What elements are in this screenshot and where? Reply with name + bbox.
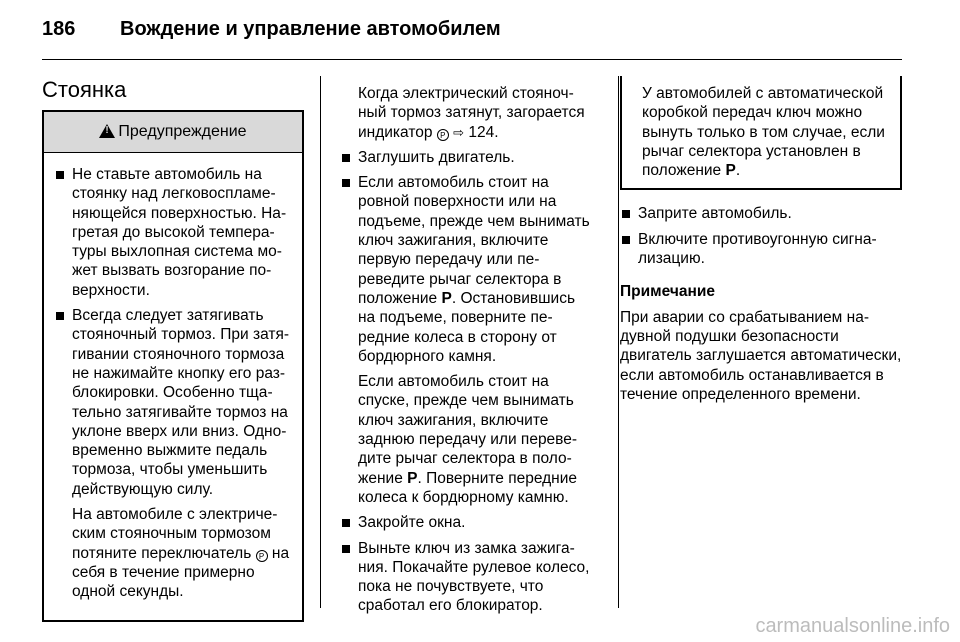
list-item (620, 230, 902, 269)
warning-box (42, 110, 304, 622)
bullet-square-icon (54, 306, 72, 499)
paragraph-text: Когда электрический стояночный тормоз затянут, загорается индикатор (358, 85, 585, 141)
list-item (54, 306, 292, 499)
column-divider-1 (320, 76, 321, 608)
column-1 (42, 76, 304, 622)
paragraph: Если автомобиль стоит на спуске, прежде чем вынимать ключ зажигания, включите заднюю передачу или переведите рычаг селектора в положение P. Поверните передние колеса к бордюрному камню. (358, 373, 578, 506)
watermark: carmanualsonline.info (755, 615, 950, 637)
page-number: 186 (42, 18, 76, 40)
bullet-square-icon (340, 539, 358, 616)
note-title: Примечание (620, 283, 715, 301)
bullet-square-icon (340, 173, 358, 366)
paragraph (358, 84, 592, 142)
bullet-text: Выньте ключ из замка зажигания. Покачайте рулевое колесо, пока не почувствуете, что сработал его блокиратор. (358, 539, 590, 615)
info-box-body: У автомобилей с автоматической коробкой передач ключ можно вынуть только в том случае, если рычаг селектора установлен в положение P. (642, 85, 885, 180)
reference-arrow-icon: ⇨ (453, 124, 465, 140)
bullet-text: Не ставьте автомобиль на стоянку над легковоспламеняющейся поверхностью. Нагретая до высокой температуры выхлопная система может вызвать возгорание поверхности. (72, 166, 287, 299)
warning-heading (44, 112, 302, 153)
page-reference[interactable]: 124. (468, 123, 499, 141)
bullet-square-icon (340, 513, 358, 532)
bullet-text: Если автомобиль стоит на ровной поверхности или на подъеме, прежде чем вынимать ключ зажигания, включите первую передачу или переведите рычаг селектора в положение P. Остановившись на подъеме, поверните передние колеса в сторону от бордюрного камня. (358, 174, 590, 365)
bullet-square-icon (340, 148, 358, 167)
warning-body (44, 153, 302, 620)
page-header (42, 16, 902, 60)
bullet-square-icon (620, 230, 638, 269)
list-item (340, 513, 592, 532)
parking-brake-icon: P (256, 550, 268, 562)
bullet-square-icon (54, 165, 72, 300)
bullet-text: Всегда следует затягивать стояночный тормоз. При затягивании стояночного тормоза не нажимайте кнопку его разблокировки. Особенно тщательно затягивайте тормоз на уклоне вверх или вниз. Одновременно выжмите педаль тормоза, чтобы уменьшить действующую силу. (72, 307, 290, 498)
page-title: Вождение и управление автомобилем (120, 18, 501, 40)
note-text: При аварии со срабатыванием надувной подушки безопасности двигатель заглушается автоматически, если автомобиль останавливается в течение определенного времени. (620, 308, 902, 403)
list-item (340, 173, 592, 366)
list-item (54, 165, 292, 300)
column-divider-2 (618, 76, 619, 608)
warning-triangle-icon (99, 124, 115, 138)
warning-heading-text: Предупреждение (118, 123, 247, 141)
paragraph-text: На автомобиле с электрическим стояночным тормозом потяните переключатель (72, 506, 278, 562)
list-item (340, 539, 592, 616)
bullet-text: Заглушить двигатель. (358, 148, 515, 166)
bullet-text: Включите противоугонную сигнализацию. (638, 230, 877, 268)
bullet-square-icon (620, 204, 638, 223)
paragraph-text: на себя в течение примерно одной секунды. (72, 544, 290, 601)
paragraph (72, 505, 292, 601)
list-item (620, 204, 902, 223)
bullet-text: Заприте автомобиль. (638, 205, 792, 223)
header-rule (42, 59, 902, 60)
bullet-text: Закройте окна. (358, 514, 466, 532)
column-3 (620, 76, 902, 410)
list-item (340, 148, 592, 167)
column-2 (340, 84, 592, 622)
parking-brake-indicator-icon: P (437, 129, 449, 141)
info-box (620, 76, 902, 190)
section-title: Стоянка (42, 77, 127, 102)
